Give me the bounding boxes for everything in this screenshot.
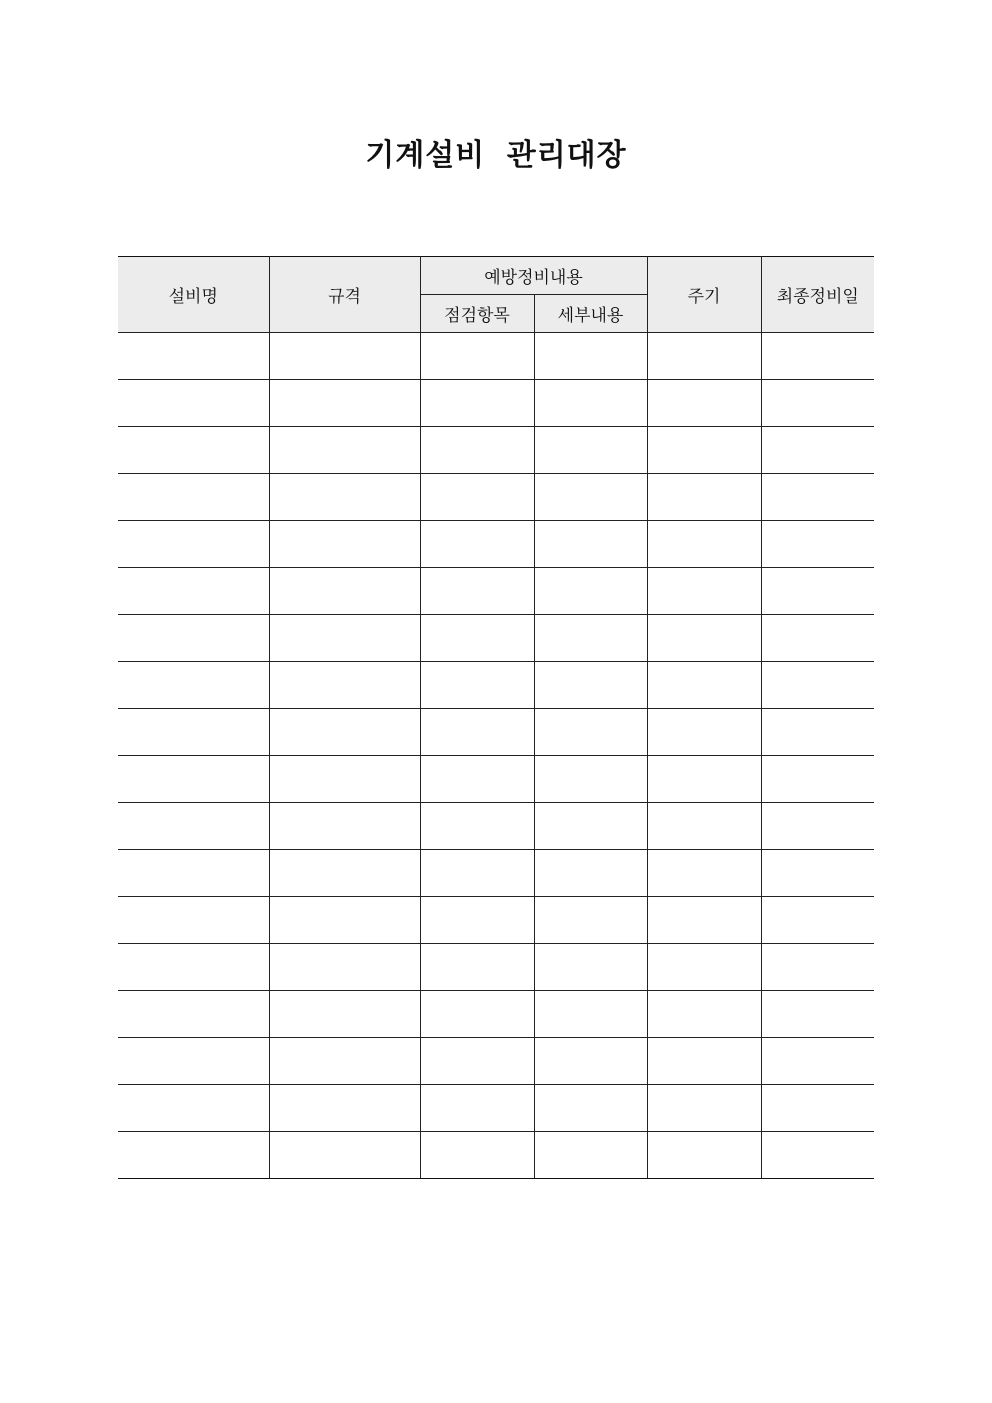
cycle-cell[interactable] <box>647 380 761 427</box>
specification-cell[interactable] <box>269 897 420 944</box>
equipment-name-cell[interactable] <box>118 850 269 897</box>
details-cell[interactable] <box>534 568 647 615</box>
header-equipment-name: 설비명 <box>118 257 269 333</box>
last-maintenance-date-cell[interactable] <box>761 427 874 474</box>
specification-cell[interactable] <box>269 850 420 897</box>
table-row <box>118 709 874 756</box>
cycle-cell[interactable] <box>647 944 761 991</box>
inspection-item-cell[interactable] <box>420 897 534 944</box>
table-body <box>118 333 874 1179</box>
equipment-name-cell[interactable] <box>118 427 269 474</box>
details-cell[interactable] <box>534 1038 647 1085</box>
table-row <box>118 850 874 897</box>
equipment-ledger-table <box>118 256 874 1179</box>
cycle-cell[interactable] <box>647 756 761 803</box>
equipment-name-cell[interactable] <box>118 662 269 709</box>
equipment-name-cell[interactable] <box>118 991 269 1038</box>
cycle-cell[interactable] <box>647 991 761 1038</box>
table-row <box>118 1085 874 1132</box>
details-cell[interactable] <box>534 991 647 1038</box>
specification-cell[interactable] <box>269 662 420 709</box>
inspection-item-cell[interactable] <box>420 333 534 380</box>
specification-cell[interactable] <box>269 709 420 756</box>
details-cell[interactable] <box>534 803 647 850</box>
cycle-cell[interactable] <box>647 1132 761 1179</box>
header-cycle: 주기 <box>647 257 761 333</box>
table-row <box>118 615 874 662</box>
details-cell[interactable] <box>534 1132 647 1179</box>
cycle-cell[interactable] <box>647 1038 761 1085</box>
cycle-cell[interactable] <box>647 803 761 850</box>
last-maintenance-date-cell[interactable] <box>761 333 874 380</box>
last-maintenance-date-cell[interactable] <box>761 850 874 897</box>
last-maintenance-date-cell[interactable] <box>761 568 874 615</box>
inspection-item-cell[interactable] <box>420 662 534 709</box>
header-inspection-item: 점검항목 <box>420 295 534 333</box>
specification-cell[interactable] <box>269 756 420 803</box>
equipment-name-cell[interactable] <box>118 333 269 380</box>
table-row <box>118 521 874 568</box>
details-cell[interactable] <box>534 944 647 991</box>
specification-cell[interactable] <box>269 615 420 662</box>
specification-cell[interactable] <box>269 333 420 380</box>
specification-cell[interactable] <box>269 568 420 615</box>
specification-cell[interactable] <box>269 991 420 1038</box>
table-row <box>118 803 874 850</box>
details-cell[interactable] <box>534 427 647 474</box>
cycle-cell[interactable] <box>647 568 761 615</box>
header-specification: 규격 <box>269 257 420 333</box>
table-row <box>118 474 874 521</box>
last-maintenance-date-cell[interactable] <box>761 1132 874 1179</box>
details-cell[interactable] <box>534 709 647 756</box>
cycle-cell[interactable] <box>647 1085 761 1132</box>
header-last-maintenance-date: 최종정비일 <box>761 257 874 333</box>
cycle-cell[interactable] <box>647 897 761 944</box>
inspection-item-cell[interactable] <box>420 850 534 897</box>
cycle-cell[interactable] <box>647 427 761 474</box>
details-cell[interactable] <box>534 380 647 427</box>
cycle-cell[interactable] <box>647 850 761 897</box>
last-maintenance-date-cell[interactable] <box>761 474 874 521</box>
cycle-cell[interactable] <box>647 709 761 756</box>
inspection-item-cell[interactable] <box>420 568 534 615</box>
table-row <box>118 1038 874 1085</box>
table-row <box>118 897 874 944</box>
inspection-item-cell[interactable] <box>420 1085 534 1132</box>
equipment-name-cell[interactable] <box>118 1085 269 1132</box>
specification-cell[interactable] <box>269 427 420 474</box>
header-preventive-maintenance: 예방정비내용 <box>420 257 647 295</box>
specification-cell[interactable] <box>269 521 420 568</box>
equipment-name-cell[interactable] <box>118 709 269 756</box>
header-row-top <box>118 257 874 295</box>
inspection-item-cell[interactable] <box>420 991 534 1038</box>
cycle-cell[interactable] <box>647 662 761 709</box>
cycle-cell[interactable] <box>647 333 761 380</box>
specification-cell[interactable] <box>269 1085 420 1132</box>
last-maintenance-date-cell[interactable] <box>761 709 874 756</box>
equipment-name-cell[interactable] <box>118 756 269 803</box>
equipment-name-cell[interactable] <box>118 615 269 662</box>
cycle-cell[interactable] <box>647 521 761 568</box>
details-cell[interactable] <box>534 521 647 568</box>
details-cell[interactable] <box>534 897 647 944</box>
inspection-item-cell[interactable] <box>420 709 534 756</box>
document-title: 기계설비 관리대장 <box>365 138 627 173</box>
last-maintenance-date-cell[interactable] <box>761 803 874 850</box>
table-row <box>118 333 874 380</box>
last-maintenance-date-cell[interactable] <box>761 944 874 991</box>
specification-cell[interactable] <box>269 1038 420 1085</box>
table-row <box>118 756 874 803</box>
table-row <box>118 991 874 1038</box>
details-cell[interactable] <box>534 850 647 897</box>
header-details: 세부내용 <box>534 295 647 333</box>
specification-cell[interactable] <box>269 944 420 991</box>
inspection-item-cell[interactable] <box>420 474 534 521</box>
details-cell[interactable] <box>534 1085 647 1132</box>
last-maintenance-date-cell[interactable] <box>761 897 874 944</box>
inspection-item-cell[interactable] <box>420 944 534 991</box>
inspection-item-cell[interactable] <box>420 427 534 474</box>
table-row <box>118 427 874 474</box>
equipment-name-cell[interactable] <box>118 1132 269 1179</box>
inspection-item-cell[interactable] <box>420 756 534 803</box>
last-maintenance-date-cell[interactable] <box>761 662 874 709</box>
equipment-name-cell[interactable] <box>118 474 269 521</box>
inspection-item-cell[interactable] <box>420 615 534 662</box>
last-maintenance-date-cell[interactable] <box>761 521 874 568</box>
inspection-item-cell[interactable] <box>420 521 534 568</box>
inspection-item-cell[interactable] <box>420 380 534 427</box>
specification-cell[interactable] <box>269 474 420 521</box>
table-header <box>118 257 874 333</box>
last-maintenance-date-cell[interactable] <box>761 380 874 427</box>
equipment-name-cell[interactable] <box>118 521 269 568</box>
equipment-name-cell[interactable] <box>118 380 269 427</box>
table-row <box>118 1132 874 1179</box>
inspection-item-cell[interactable] <box>420 1132 534 1179</box>
last-maintenance-date-cell[interactable] <box>761 615 874 662</box>
specification-cell[interactable] <box>269 1132 420 1179</box>
cycle-cell[interactable] <box>647 474 761 521</box>
table-row <box>118 944 874 991</box>
equipment-name-cell[interactable] <box>118 803 269 850</box>
last-maintenance-date-cell[interactable] <box>761 991 874 1038</box>
details-cell[interactable] <box>534 662 647 709</box>
equipment-name-cell[interactable] <box>118 944 269 991</box>
equipment-name-cell[interactable] <box>118 897 269 944</box>
last-maintenance-date-cell[interactable] <box>761 756 874 803</box>
details-cell[interactable] <box>534 474 647 521</box>
equipment-name-cell[interactable] <box>118 568 269 615</box>
inspection-item-cell[interactable] <box>420 803 534 850</box>
table-row <box>118 380 874 427</box>
equipment-name-cell[interactable] <box>118 1038 269 1085</box>
last-maintenance-date-cell[interactable] <box>761 1038 874 1085</box>
cycle-cell[interactable] <box>647 615 761 662</box>
table-row <box>118 662 874 709</box>
table-row <box>118 568 874 615</box>
last-maintenance-date-cell[interactable] <box>761 1085 874 1132</box>
details-cell[interactable] <box>534 615 647 662</box>
specification-cell[interactable] <box>269 803 420 850</box>
inspection-item-cell[interactable] <box>420 1038 534 1085</box>
specification-cell[interactable] <box>269 380 420 427</box>
details-cell[interactable] <box>534 333 647 380</box>
details-cell[interactable] <box>534 756 647 803</box>
